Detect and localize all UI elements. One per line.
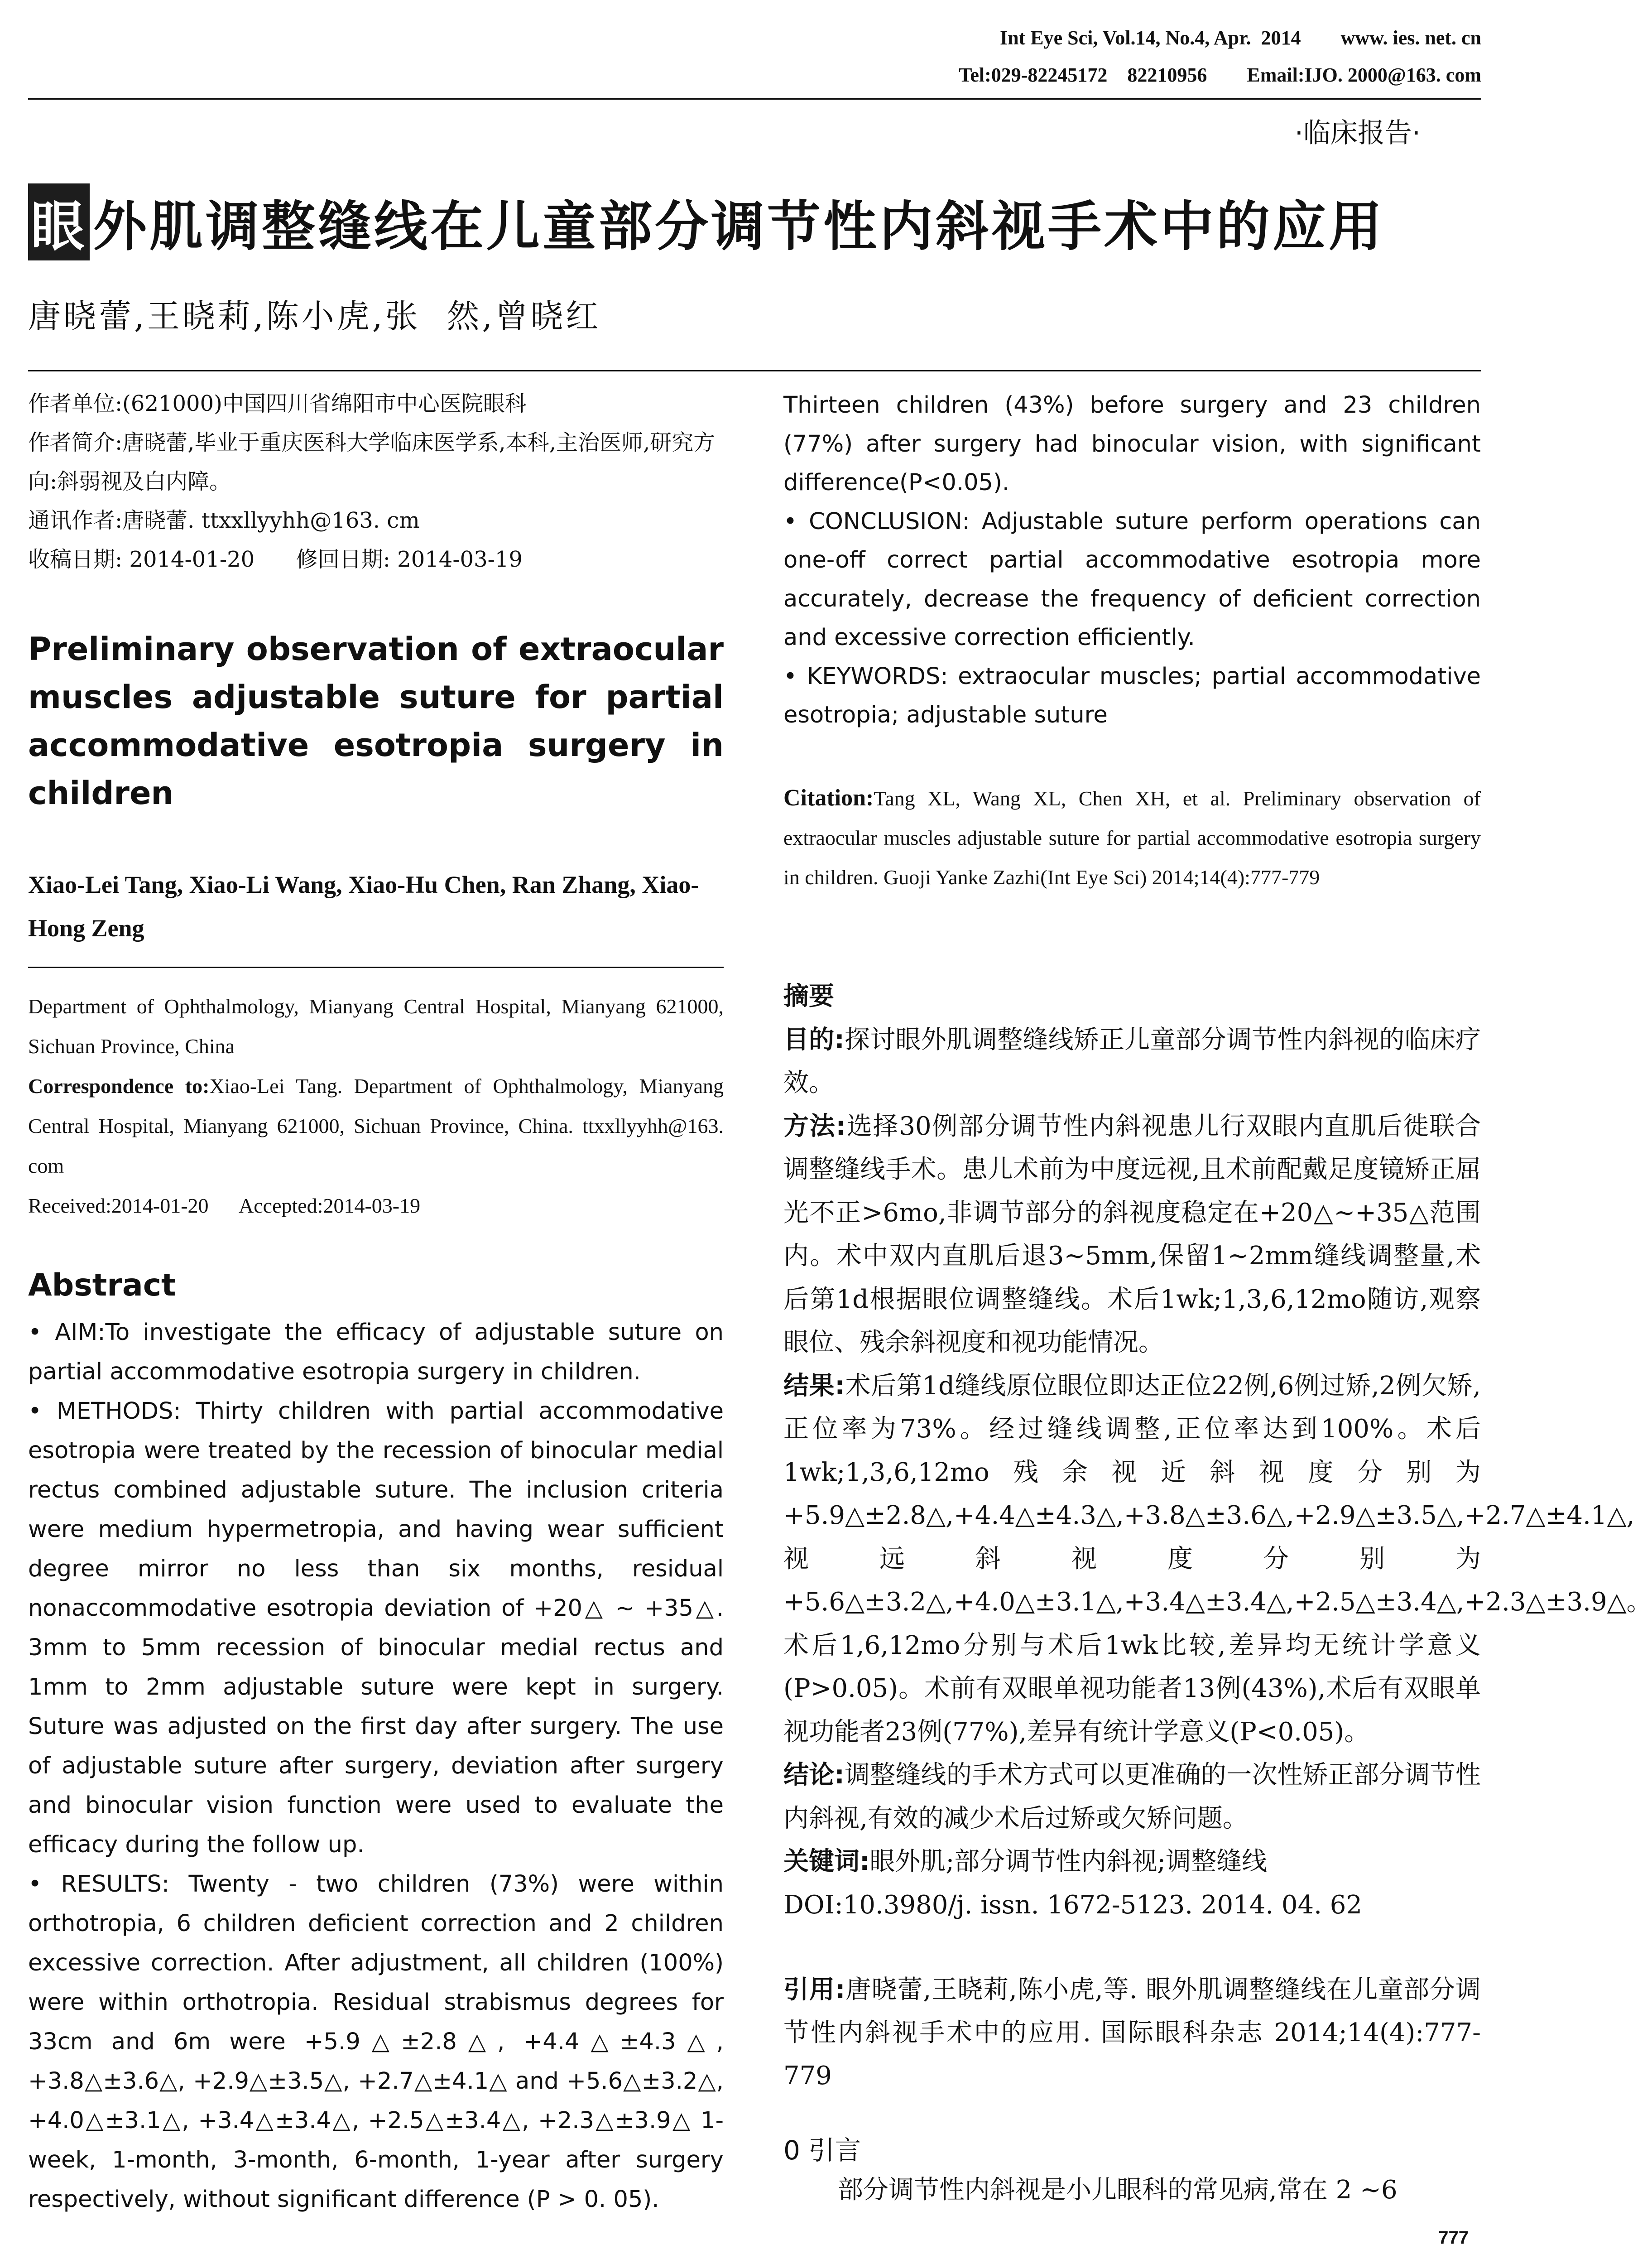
cn-aim-label: 目的: [783,1025,845,1055]
section-tag: ·临床报告· [1294,117,1421,149]
citation-label: Citation: [783,785,874,811]
authors-cn: 唐晓蕾,王晓莉,陈小虎,张 然,曾晓红 [28,297,601,335]
affiliation-block [28,987,724,1226]
cn-conclusion-label: 结论: [783,1760,845,1790]
journal-header-line1: Int Eye Sci, Vol.14, No.4, Apr. 2014 www. ies. net. cn [999,27,1481,49]
title-rest: 外肌调整缝线在儿童部分调节性内斜视手术中的应用 [93,195,1385,258]
english-abstract-right [783,386,1481,735]
cn-methods [783,1105,1481,1364]
cn-cite-text: 唐晓蕾,王晓莉,陈小虎,等. 眼外肌调整缝线在儿童部分调节性内斜视手术中的应用. 国际眼科杂志 2014;14(4):777-779 [783,1975,1481,2091]
author-info-cn [28,384,724,579]
intro-heading: 0 引言 [783,2135,861,2166]
english-abstract-left [28,1313,724,2219]
header-rule [28,98,1481,100]
authors-en: Xiao-Lei Tang, Xiao-Li Wang, Xiao-Hu Chen, Ran Zhang, Xiao-Hong Zeng [28,871,699,942]
received-dates-en: Received:2014-01-20 Accepted:2014-03-19 [28,1194,421,1217]
citation-text: Tang XL, Wang XL, Chen XH, et al. Preliminary observation of extraocular muscles adjustable suture for partial accommodative esotropia surgery in children. Guoji Yanke Zazhi(Int Eye Sci) 2014;14(4):777-779 [783,787,1481,889]
cn-results [783,1364,1652,1754]
received-dates-cn: 收稿日期: 2014-01-20 修回日期: 2014-03-19 [28,547,523,572]
cn-abstract-heading: 摘要 [783,982,834,1011]
cn-doi: DOI:10.3980/j. issn. 1672-5123. 2014. 04. 62 [783,1890,1363,1920]
correspondence-text: Xiao-Lei Tang. Department of Ophthalmology, Mianyang Central Hospital, Mianyang 621000, Sichuan Province, China. ttxxllyyhh@163. com [28,1074,724,1177]
cn-methods-label: 方法: [783,1111,846,1141]
authors-rule [28,967,724,968]
chinese-abstract [783,975,1652,1927]
abstract-keywords: • KEYWORDS: extraocular muscles; partial accommodative esotropia; adjustable suture [783,663,1481,728]
author-unit: 作者单位:(621000)中国四川省绵阳市中心医院眼科 [28,391,527,416]
cn-conclusion-text: 调整缝线的手术方式可以更准确的一次性矫正部分调节性内斜视,有效的减少术后过矫或欠矫问题。 [783,1760,1481,1833]
cn-methods-text: 选择30例部分调节性内斜视患儿行双眼内直肌后徙联合调整缝线手术。患儿术前为中度远视,且术前配戴足度镜矫正屈光不正>6mo,非调节部分的斜视度稳定在+20△~+35△范围内。术中双内直肌后退3~5mm,保留1~2mm缝线调整量,术后第1d根据眼位调整缝线。术后1wk;1,3,6,12mo随访,观察眼位、残余斜视度和视功能情况。 [783,1111,1481,1357]
intro-text: 部分调节性内斜视是小儿眼科的常见病,常在 2 ~6 [838,2175,1397,2205]
title-drop-cap: 眼 [28,183,90,260]
cn-conclusion [783,1753,1481,1840]
author-intro: 作者简介:唐晓蕾,毕业于重庆医科大学临床医学系,本科,主治医师,研究方向:斜弱视及白内障。 [28,430,716,494]
cn-cite-label: 引用: [783,1975,845,2004]
abstract-conclusion: • CONCLUSION: Adjustable suture perform operations can one-off correct partial accommodative esotropia more accurately, decrease the frequency of deficient correction and excessive correction efficiently. [783,508,1481,651]
abstract-heading: Abstract [28,1267,176,1303]
page-number: 777 [1438,2228,1469,2248]
correspondence-label: Correspondence to: [28,1074,210,1098]
cn-aim-text: 探讨眼外肌调整缝线矫正儿童部分调节性内斜视的临床疗效。 [783,1025,1481,1098]
cn-keywords [783,1840,1481,1883]
cn-results-text: 术后第1d缝线原位眼位即达正位22例,6例过矫,2例欠矫,正位率为73%。经过缝线调整,正位率达到100%。术后1wk;1,3,6,12mo残余视近斜视度分别为+5.9△±2.8△,+4.4△±4.3△,+3.8△±3.6△,+2.9△±3.5△,+2.7△±4.1△,视远斜视度分别为+5.6△±3.2△,+4.0△±3.1△,+3.4△±3.4△,+2.5△±3.4△,+2.3△±3.9△。术后1,6,12mo分别与术后1wk比较,差异均无统计学意义(P>0.05)。术前有双眼单视功能者13例(43%),术后有双眼单视功能者23例(77%),差异有统计学意义(P<0.05)。 [783,1371,1652,1747]
journal-header-line2: Tel:029-82245172 82210956 Email:IJO. 2000@163. com [959,64,1481,86]
abstract-aim: • AIM:To investigate the efficacy of adjustable suture on partial accommodative esotropia surgery in children. [28,1319,724,1385]
abstract-methods: • METHODS: Thirty children with partial accommodative esotropia were treated by the recession of binocular medial rectus combined adjustable suture. The inclusion criteria were medium hypermetropia, and having wear sufficient degree mirror no less than six months, residual nonaccommodative esotropia deviation of +20△ ~ +35△. 3mm to 5mm recession of binocular medial rectus and 1mm to 2mm adjustable suture were kept in surgery. Suture was adjusted on the first day after surgery. The use of adjustable suture after surgery, deviation after surgery and binocular vision function were used to evaluate the efficacy during the follow up. [28,1398,724,1858]
affiliation-en: Department of Ophthalmology, Mianyang Central Hospital, Mianyang 621000, Sichuan Province, China [28,995,724,1058]
abstract-results: • RESULTS: Twenty - two children (73%) were within orthotropia, 6 children deficient correction and 2 children excessive correction. After adjustment, all children (100%) were within orthotropia. Residual strabismus degrees for 33cm and 6m were +5.9△±2.8△, +4.4△±4.3△, +3.8△±3.6△, +2.9△±3.5△, +2.7△±4.1△ and +5.6△±3.2△, +4.0△±3.1△, +3.4△±3.4△, +2.5△±3.4△, +2.3△±3.9△ 1-week, 1-month, 3-month, 6-month, 1-year after surgery respectively, without significant difference (P > 0. 05). [28,1871,724,2213]
article-title-en: Preliminary observation of extraocular muscles adjustable suture for partial accommodative esotropia surgery in children [28,631,724,812]
chinese-citation [783,1968,1481,2097]
cn-keywords-label: 关键词: [783,1847,870,1876]
article-title-cn [28,183,1385,260]
correspondence-en [28,1066,724,1186]
title-rule [28,370,1481,371]
corresponding-author: 通讯作者:唐晓蕾. ttxxllyyhh@163. cm [28,508,420,533]
cn-aim [783,1018,1481,1105]
cn-results-label: 结果: [783,1371,845,1401]
abstract-results-cont: Thirteen children (43%) before surgery and 23 children (77%) after surgery had binocular vision, with significant difference(P<0.05). [783,392,1481,496]
cn-keywords-text: 眼外肌;部分调节性内斜视;调整缝线 [869,1847,1268,1876]
citation-en [783,778,1481,897]
